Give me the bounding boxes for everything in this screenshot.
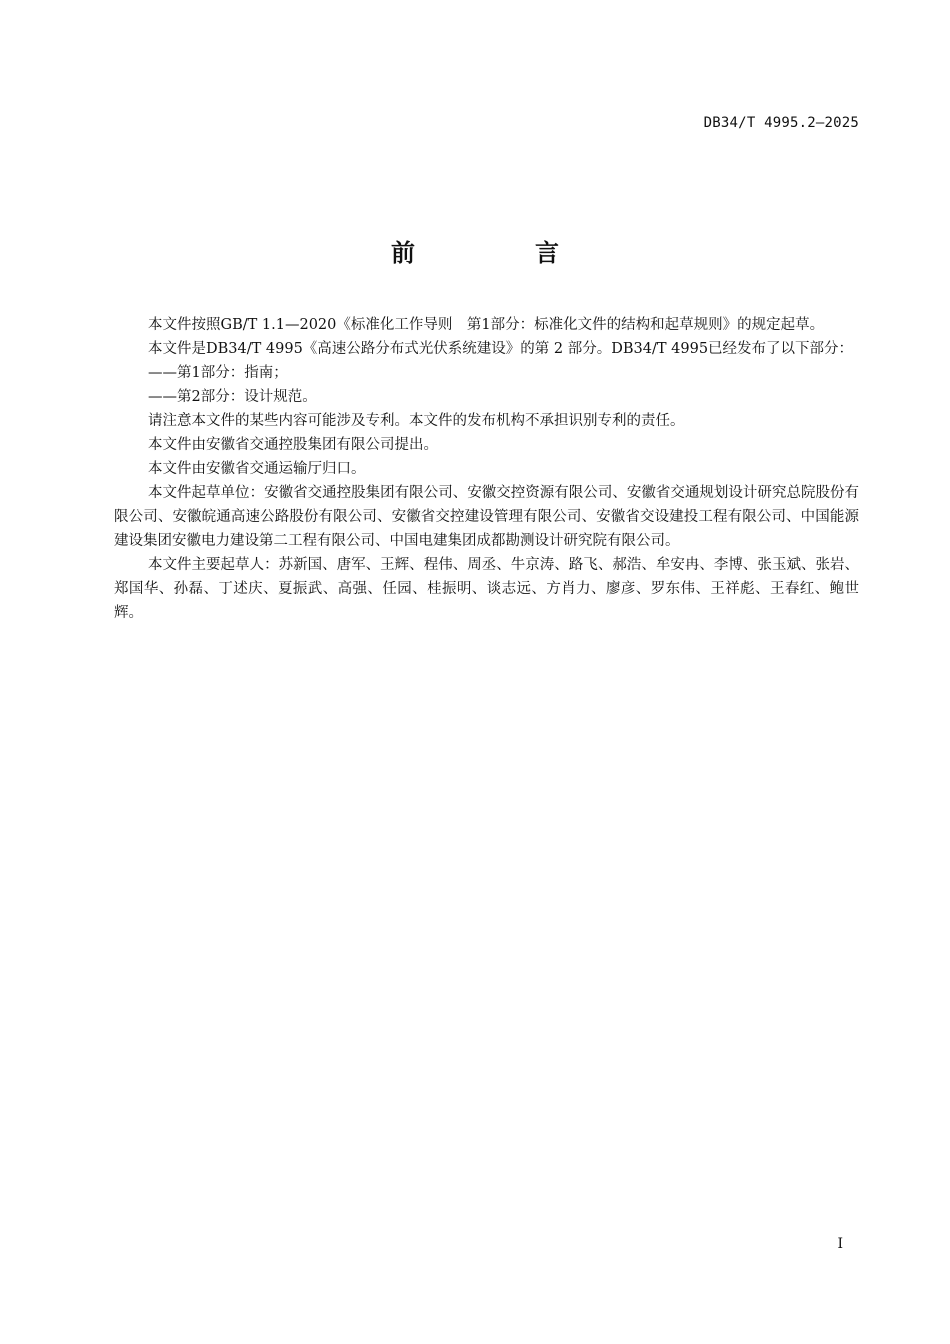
list-item-part-1: ——第1部分：指南； <box>148 365 288 381</box>
paragraph-patent-notice: 请注意本文件的某些内容可能涉及专利。本文件的发布机构不承担识别专利的责任。 <box>148 413 685 429</box>
paragraph-proposer: 本文件由安徽省交通控股集团有限公司提出。 <box>148 437 438 453</box>
page-title: 前 言 <box>391 239 607 267</box>
preface-body <box>114 313 859 625</box>
list-item-part-2: ——第2部分：设计规范。 <box>148 389 317 405</box>
paragraph-series-info: 本文件是DB34/T 4995《高速公路分布式光伏系统建设》的第 2 部分。DB34/T 4995已经发布了以下部分： <box>148 341 854 357</box>
paragraph-drafters: 本文件主要起草人：苏新国、唐军、王辉、程伟、周丞、牛京涛、路飞、郝浩、牟安冉、李博、张玉斌、张岩、郑国华、孙磊、丁述庆、夏振武、高强、任园、桂振明、谈志远、方肖力、廖彦、罗东伟、王祥彪、王春红、鲍世辉。 <box>114 557 859 621</box>
paragraph-administrator: 本文件由安徽省交通运输厅归口。 <box>148 461 366 477</box>
paragraph-drafting-units: 本文件起草单位：安徽省交通控股集团有限公司、安徽交控资源有限公司、安徽省交通规划设计研究总院股份有限公司、安徽皖通高速公路股份有限公司、安徽省交控建设管理有限公司、安徽省交设建投工程有限公司、中国能源建设集团安徽电力建设第二工程有限公司、中国电建集团成都勘测设计研究院有限公司。 <box>114 485 859 549</box>
paragraph-drafting-basis: 本文件按照GB/T 1.1—2020《标准化工作导则 第1部分：标准化文件的结构和起草规则》的规定起草。 <box>148 317 825 333</box>
page-number: I <box>837 1236 843 1252</box>
document-code: DB34/T 4995.2—2025 <box>703 115 859 131</box>
